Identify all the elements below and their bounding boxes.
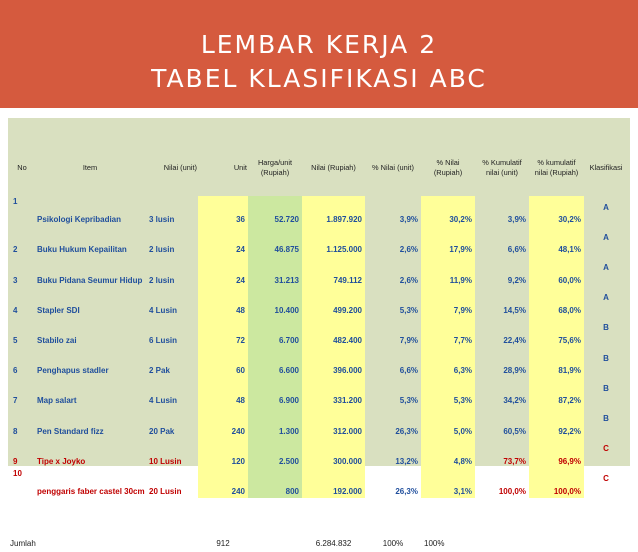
cell-klasifikasi: A [603, 293, 609, 303]
cell-pct-unit: 5,3% [399, 396, 418, 406]
cell-klasifikasi: A [603, 262, 609, 272]
total-empty [475, 498, 529, 552]
cell-unit: 36 [198, 196, 248, 226]
table-header-row [10, 140, 628, 196]
cell-cum-rupiah: 87,2% [529, 377, 584, 407]
col-header-harga-unit: Harga/unit (Rupiah) [257, 158, 293, 177]
cell-nilai-unit: 3 lusin [149, 215, 175, 225]
cell-pct-rupiah: 11,9% [421, 256, 475, 286]
table-row [10, 226, 628, 256]
cell-item: Psikologi Kepribadian [37, 215, 122, 225]
cell-no: 4 [13, 305, 18, 315]
cell-no: 3 [13, 275, 18, 285]
cell-klasifikasi: C [603, 444, 609, 454]
cell-pct-rupiah: 7,9% [421, 287, 475, 317]
cell-pct-unit: 2,6% [399, 275, 418, 285]
cell-klasifikasi: C [603, 474, 609, 484]
cell-item: Buku Pidana Seumur Hidup [37, 275, 143, 285]
total-row [10, 498, 628, 552]
cell-item: Stabilo zai [37, 335, 77, 345]
cell-cum-rupiah: 81,9% [529, 347, 584, 377]
cell-cum-rupiah: 100,0% [529, 468, 584, 498]
col-header-cum-rupiah: % kumulatif nilai (Rupiah) [534, 158, 579, 177]
cell-nilai-rupiah: 1.125.000 [302, 226, 365, 256]
table-row [10, 256, 628, 286]
cell-nilai-unit: 20 Pak [149, 426, 175, 436]
cell-nilai-rupiah: 312.000 [302, 407, 365, 437]
cell-item: Tipe x Joyko [37, 456, 86, 466]
cell-cum-unit: 9,2% [507, 275, 526, 285]
cell-harga: 1.300 [248, 407, 302, 437]
cell-unit: 240 [198, 468, 248, 498]
cell-pct-unit: 2,6% [399, 245, 418, 255]
total-pct-unit: 100% [382, 538, 404, 548]
slide-title-line1: LEMBAR KERJA 2 [200, 30, 438, 59]
cell-pct-rupiah: 6,3% [421, 347, 475, 377]
cell-pct-unit: 26,3% [395, 486, 418, 496]
cell-cum-rupiah: 75,6% [529, 317, 584, 347]
total-label: Jumlah [10, 538, 36, 548]
cell-cum-unit: 22,4% [503, 335, 526, 345]
cell-nilai-rupiah: 396.000 [302, 347, 365, 377]
cell-nilai-unit: 4 Lusin [149, 396, 178, 406]
col-header-no: No [17, 163, 27, 172]
table-row [10, 377, 628, 407]
cell-item: Buku Hukum Kepailitan [37, 245, 127, 255]
cell-cum-unit: 28,9% [503, 366, 526, 376]
cell-pct-unit: 6,6% [399, 366, 418, 376]
cell-cum-unit: 34,2% [503, 396, 526, 406]
cell-harga: 6.600 [248, 347, 302, 377]
cell-harga: 31.213 [248, 256, 302, 286]
col-header-nilai-rupiah: Nilai (Rupiah) [311, 163, 356, 172]
cell-harga: 800 [248, 468, 302, 498]
slide-title-line2: TABEL KLASIFIKASI ABC [151, 64, 487, 93]
col-header-pct-nilai-rupiah: % Nilai (Rupiah) [433, 158, 463, 177]
cell-harga: 2.500 [248, 438, 302, 468]
col-header-cum-unit: % Kumulatif nilai (unit) [482, 158, 522, 177]
col-header-nilai-unit: Nilai (unit) [163, 163, 197, 172]
total-empty [248, 498, 302, 552]
abc-classification-table [10, 140, 628, 552]
cell-unit: 240 [198, 407, 248, 437]
cell-nilai-rupiah: 482.400 [302, 317, 365, 347]
cell-pct-unit: 13,2% [395, 456, 418, 466]
total-unit: 912 [216, 538, 230, 548]
cell-klasifikasi: A [603, 202, 609, 212]
col-header-klasifikasi: Klasifikasi [589, 163, 623, 172]
cell-harga: 46.875 [248, 226, 302, 256]
cell-pct-rupiah: 5,3% [421, 377, 475, 407]
cell-nilai-rupiah: 192.000 [302, 468, 365, 498]
cell-klasifikasi: A [603, 232, 609, 242]
table-row [10, 317, 628, 347]
total-pct-rupiah: 100% [424, 538, 445, 548]
cell-klasifikasi: B [603, 383, 609, 393]
cell-unit: 60 [198, 347, 248, 377]
cell-klasifikasi: B [603, 413, 609, 423]
cell-nilai-rupiah: 499.200 [302, 287, 365, 317]
cell-nilai-unit: 20 Lusin [149, 486, 182, 496]
cell-nilai-rupiah: 1.897.920 [302, 196, 365, 226]
cell-pct-rupiah: 17,9% [421, 226, 475, 256]
cell-cum-rupiah: 48,1% [529, 226, 584, 256]
cell-pct-unit: 7,9% [399, 335, 418, 345]
cell-no: 2 [13, 245, 18, 255]
cell-cum-unit: 100,0% [498, 486, 526, 496]
col-header-unit: Unit [233, 163, 247, 172]
cell-unit: 48 [198, 287, 248, 317]
cell-pct-unit: 26,3% [395, 426, 418, 436]
cell-nilai-unit: 6 Lusin [149, 335, 178, 345]
cell-nilai-rupiah: 300.000 [302, 438, 365, 468]
cell-pct-unit: 3,9% [399, 215, 418, 225]
col-header-item: Item [82, 163, 98, 172]
cell-cum-rupiah: 30,2% [529, 196, 584, 226]
slide-header [0, 0, 638, 108]
cell-pct-unit: 5,3% [399, 305, 418, 315]
cell-cum-rupiah: 92,2% [529, 407, 584, 437]
cell-nilai-rupiah: 331.200 [302, 377, 365, 407]
cell-pct-rupiah: 5,0% [421, 407, 475, 437]
cell-klasifikasi: B [603, 323, 609, 333]
table-row [10, 407, 628, 437]
cell-cum-rupiah: 60,0% [529, 256, 584, 286]
cell-no: 7 [13, 396, 18, 406]
total-empty [529, 498, 584, 552]
cell-unit: 24 [198, 256, 248, 286]
cell-no: 10 [13, 468, 22, 478]
total-nilai-rupiah: 6.284.832 [315, 538, 352, 548]
cell-item: Map salart [37, 396, 77, 406]
cell-klasifikasi: B [603, 353, 609, 363]
cell-harga: 10.400 [248, 287, 302, 317]
cell-harga: 6.900 [248, 377, 302, 407]
cell-unit: 72 [198, 317, 248, 347]
cell-unit: 48 [198, 377, 248, 407]
cell-pct-rupiah: 7,7% [421, 317, 475, 347]
cell-no: 5 [13, 335, 18, 345]
cell-harga: 6.700 [248, 317, 302, 347]
table-row [10, 438, 628, 468]
cell-nilai-unit: 10 Lusin [149, 456, 182, 466]
cell-pct-rupiah: 30,2% [421, 196, 475, 226]
cell-cum-unit: 60,5% [503, 426, 526, 436]
cell-nilai-unit: 2 lusin [149, 245, 175, 255]
cell-item: Stapler SDI [37, 305, 80, 315]
cell-cum-unit: 73,7% [503, 456, 526, 466]
table-row [10, 468, 628, 498]
cell-no: 6 [13, 366, 18, 376]
cell-nilai-unit: 4 Lusin [149, 305, 178, 315]
total-empty [584, 498, 628, 552]
table-row [10, 347, 628, 377]
cell-cum-unit: 6,6% [507, 245, 526, 255]
cell-cum-rupiah: 68,0% [529, 287, 584, 317]
cell-unit: 120 [198, 438, 248, 468]
cell-no: 1 [13, 197, 18, 206]
cell-cum-unit: 14,5% [503, 305, 526, 315]
cell-nilai-rupiah: 749.112 [302, 256, 365, 286]
cell-no: 9 [13, 456, 18, 466]
cell-item: Penghapus stadler [37, 366, 109, 376]
cell-harga: 52.720 [248, 196, 302, 226]
cell-no: 8 [13, 426, 18, 436]
cell-cum-rupiah: 96,9% [529, 438, 584, 468]
cell-item: Pen Standard fizz [37, 426, 104, 436]
cell-pct-rupiah: 3,1% [421, 468, 475, 498]
cell-nilai-unit: 2 Pak [149, 366, 170, 376]
cell-nilai-unit: 2 lusin [149, 275, 175, 285]
table-row [10, 196, 628, 226]
cell-unit: 24 [198, 226, 248, 256]
col-header-pct-nilai-unit: % Nilai (unit) [372, 163, 414, 172]
table-row [10, 287, 628, 317]
cell-pct-rupiah: 4,8% [421, 438, 475, 468]
cell-cum-unit: 3,9% [507, 215, 526, 225]
cell-item: penggaris faber castel 30cm [37, 486, 145, 496]
